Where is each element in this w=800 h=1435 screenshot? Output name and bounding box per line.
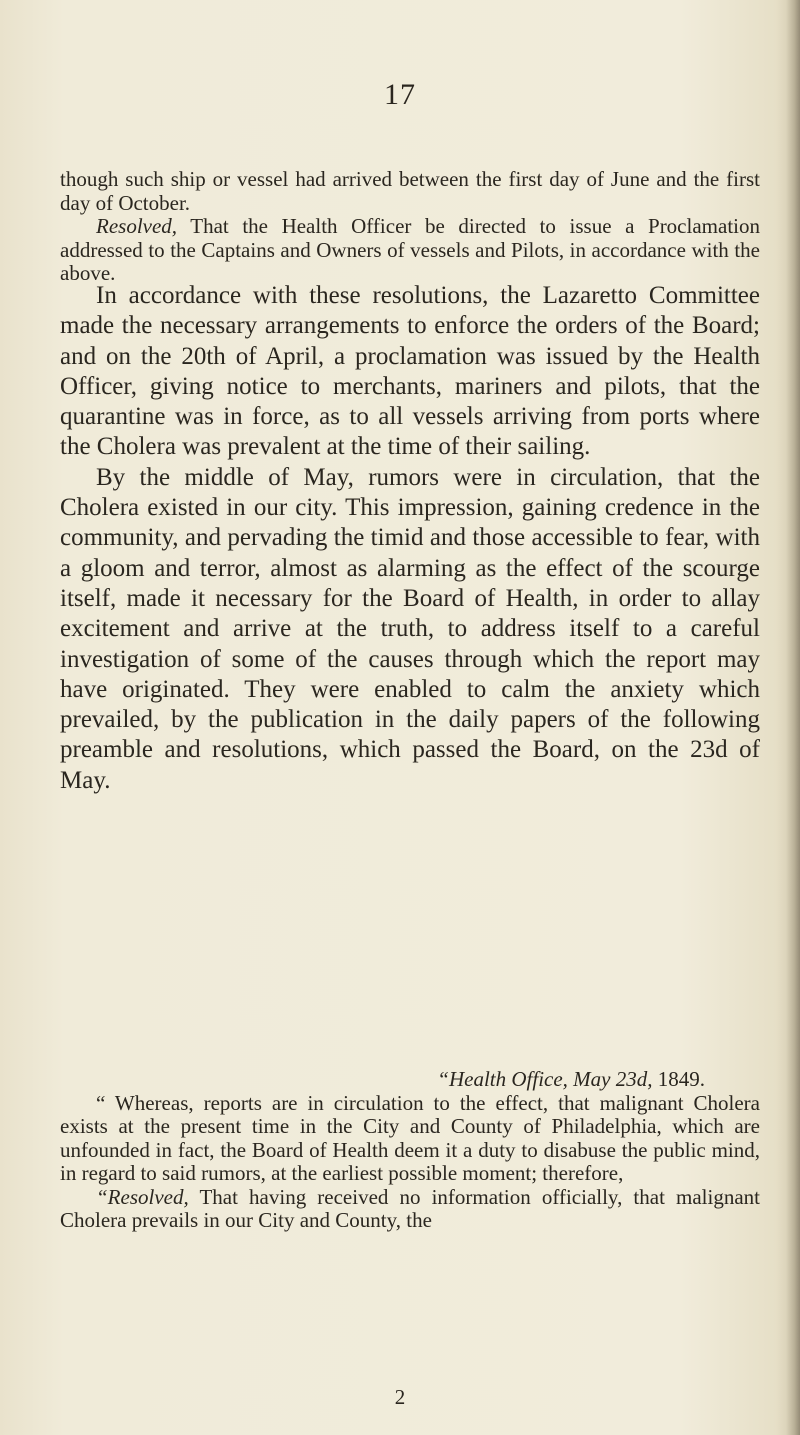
resolved-paragraph — [60, 215, 760, 286]
notice-resolved-paragraph — [60, 1186, 760, 1233]
main-section — [60, 281, 760, 796]
signature-mark: 2 — [394, 1385, 406, 1409]
notice-date-year: 1849. — [652, 1067, 705, 1091]
notice-date-italic: “Health Office, May 23d, — [437, 1067, 653, 1091]
notice-resolved-text: That having received no information officially, that malignant Cholera prevails in our City and County, the — [60, 1184, 760, 1232]
main-paragraph-1: In accordance with these resolutions, the Lazaretto Committee made the necessary arrangements to enforce the orders of the Board; and on the 20th of April, a proclamation was issued by the Health Officer, giving notice to merchants, mariners and pilots, that the quarantine was in force, as to all vessels arriving from ports where the Cholera was prevalent at the time of their sailing. — [60, 282, 760, 461]
notice-resolved-word: “Resolved, — [96, 1184, 189, 1209]
resolved-text: That the Health Officer be directed to issue a Proclamation addressed to the Captains and Owners of vessels and Pilots, in accordance with the above. — [60, 214, 760, 285]
continued-paragraph: though such ship or vessel had arrived between the first day of June and the first day of October. — [60, 167, 760, 215]
whereas-paragraph: “ Whereas, reports are in circulation to the effect, that malignant Cholera exists at the present time in the City and County of Philadelphia, which are unfounded in fact, the Board of Health deem it a duty to disabuse the public mind, in regard to said rumors, at the earliest possible moment; therefore, — [60, 1090, 760, 1185]
resolved-word: Resolved, — [96, 214, 178, 238]
top-section — [60, 168, 760, 286]
notice-date — [60, 1068, 760, 1092]
page-number: 17 — [384, 78, 416, 111]
page-edge-shadow — [786, 0, 800, 1435]
main-paragraph-2: By the middle of May, rumors were in circulation, that the Cholera existed in our city. This impression, gaining credence in the community, and pervading the timid and those accessible to fear, with a gloom and terror, almost as alarming as the effect of the scourge itself, made it necessary for the Board of Health, in order to allay excitement and arrive at the truth, to address itself to a careful investigation of some of the causes through which the report may have originated. They were enabled to calm the anxiety which prevailed, by the publication in the daily papers of the following preamble and resolutions, which passed the Board, on the 23d of May. — [60, 463, 760, 794]
notice-section — [60, 1068, 760, 1233]
